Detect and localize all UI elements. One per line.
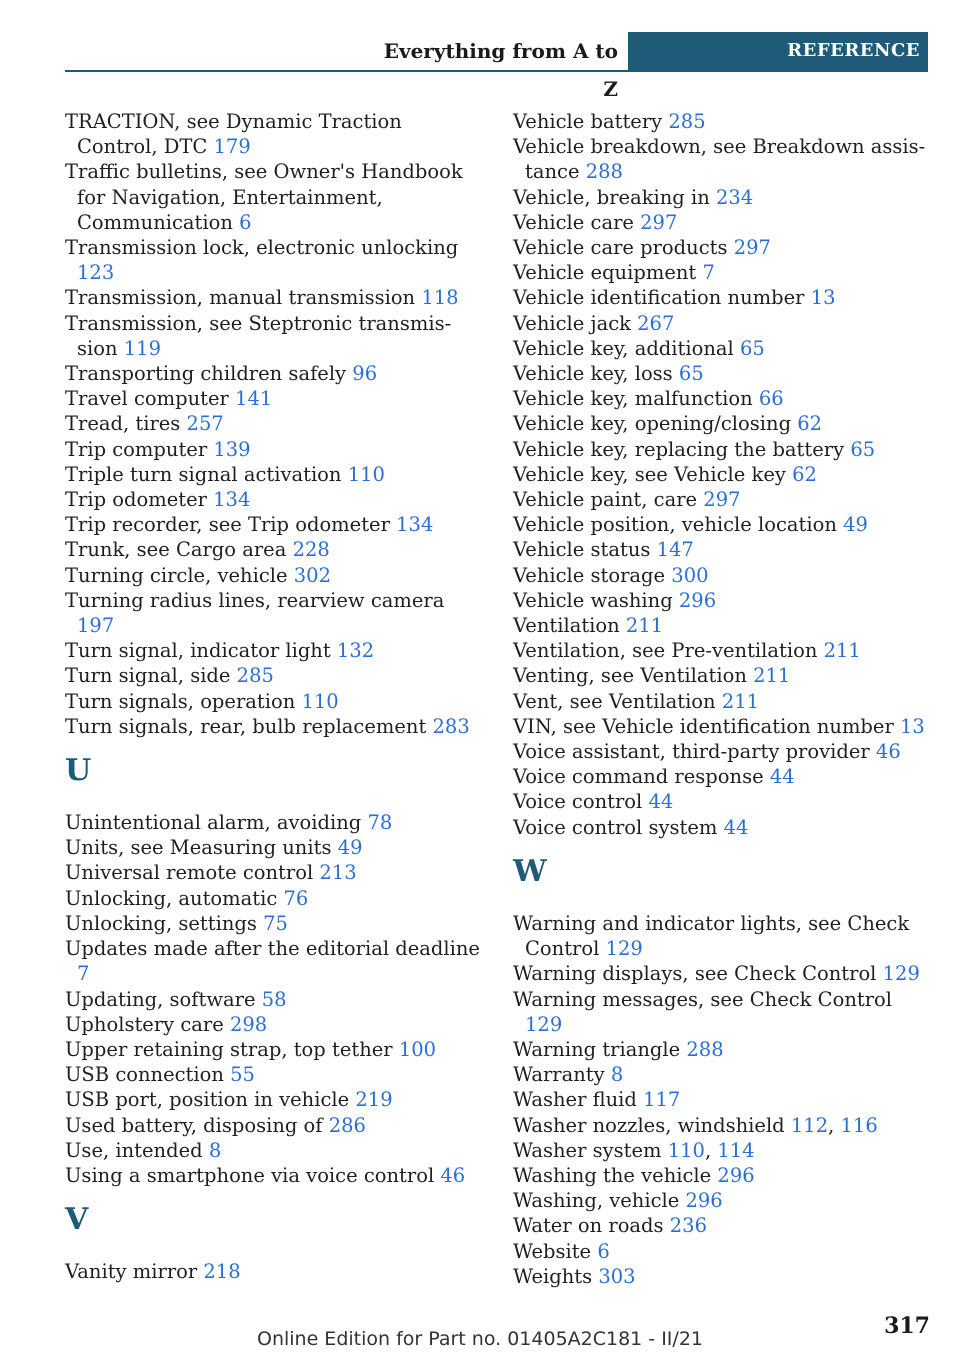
index-entry <box>513 411 933 436</box>
index-entry-term: USB port, position in vehicle <box>65 1088 350 1112</box>
index-entry <box>65 462 485 487</box>
index-entry <box>65 835 485 860</box>
index-entry <box>65 1012 485 1037</box>
index-entry <box>513 987 933 1037</box>
index-entry-term: Washing the vehicle <box>513 1163 712 1187</box>
index-entry <box>513 638 933 663</box>
page-link[interactable]: 66 <box>758 387 784 411</box>
index-entry-term: Universal remote control <box>65 861 314 885</box>
page-link[interactable]: 139 <box>213 437 251 461</box>
index-entry-term: Turn signals, operation <box>65 689 296 713</box>
page-link[interactable]: 234 <box>715 185 754 209</box>
index-entry <box>513 361 933 386</box>
page-link[interactable]: 285 <box>668 110 706 133</box>
index-entry-term: VIN, see Vehicle identification number <box>513 714 894 738</box>
page-link[interactable]: 119 <box>123 336 161 360</box>
page-link[interactable]: 7 <box>77 962 90 986</box>
index-entry <box>513 487 933 512</box>
reference-tab: REFERENCE <box>628 32 928 70</box>
index-entry <box>513 260 933 285</box>
index-entry <box>513 235 933 260</box>
index-entry <box>65 437 485 462</box>
index-entry <box>513 714 933 739</box>
page-link[interactable]: 7 <box>702 261 715 285</box>
footer-edition: Online Edition for Part no. 01405A2C181 - II/21 <box>256 1328 703 1350</box>
page-link[interactable]: 58 <box>261 987 287 1011</box>
page-link[interactable]: 62 <box>797 412 823 436</box>
index-entry-term: Vehicle position, vehicle location <box>513 513 837 537</box>
page-link[interactable]: 211 <box>721 689 760 713</box>
page-link[interactable]: 218 <box>203 1260 241 1284</box>
index-entry-term: Warning and indicator lights, see Check Control <box>513 911 910 961</box>
index-entry-term: Vehicle breakdown, see Breakdown assistance <box>513 135 926 184</box>
index-entry-term: Weights <box>513 1264 593 1288</box>
index-entry-term: Units, see Measuring units <box>65 836 332 860</box>
header-divider <box>65 70 928 72</box>
page-link[interactable]: 219 <box>355 1088 393 1112</box>
index-entry-term: Washer fluid <box>513 1088 637 1112</box>
index-entry-term: Vehicle, breaking in <box>513 185 710 209</box>
index-entry-term: Trip computer <box>65 437 208 461</box>
index-entry-term: Warning messages, see Check Control <box>513 987 893 1011</box>
page-link[interactable]: 285 <box>236 664 274 688</box>
index-entry <box>65 537 485 562</box>
page-link[interactable]: 302 <box>293 563 331 587</box>
page-link[interactable]: 44 <box>769 765 795 789</box>
index-entry <box>513 285 933 310</box>
index-entry-term: Travel computer <box>65 387 229 411</box>
index-entry <box>65 512 485 537</box>
index-entry-term: Transporting children safely <box>65 362 347 386</box>
index-entry-term: Upper retaining strap, top tether <box>65 1037 393 1061</box>
index-entry <box>65 588 485 638</box>
index-entry-term: Unlocking, automatic <box>65 886 278 910</box>
index-entry <box>513 1037 933 1062</box>
page-number: 317 <box>884 1313 930 1339</box>
page-link[interactable]: 112 <box>790 1113 829 1137</box>
page-link[interactable]: 123 <box>77 261 115 285</box>
index-entry <box>513 311 933 336</box>
index-entry <box>513 764 933 789</box>
index-entry <box>65 1113 485 1138</box>
index-entry-term: Used battery, disposing of <box>65 1113 323 1137</box>
index-entry <box>513 689 933 714</box>
index-entry-term: Voice command response <box>513 765 764 789</box>
index-entry-term: Vanity mirror <box>65 1260 198 1284</box>
page-link[interactable]: 65 <box>678 362 704 386</box>
index-letter-heading: W <box>513 853 547 889</box>
page-link[interactable]: 257 <box>186 412 224 436</box>
index-entry-term: Triple turn signal activation <box>65 462 342 486</box>
index-column-right <box>513 109 933 1289</box>
page-link[interactable]: 236 <box>669 1214 707 1238</box>
page-link[interactable]: 8 <box>208 1138 222 1162</box>
index-entry-term: Washing, vehicle <box>513 1189 680 1213</box>
index-entry <box>513 911 933 961</box>
index-entry <box>513 588 933 613</box>
page-link[interactable]: 179 <box>213 135 251 159</box>
index-entry <box>65 936 485 986</box>
page-link[interactable]: 129 <box>882 962 920 986</box>
index-entry-term: Tread, tires <box>65 412 181 436</box>
index-entry-term: Traffic bulletins, see Owner's Handbook for Navigation, Entertainment, Communication <box>65 160 463 234</box>
index-entry <box>65 235 485 285</box>
page-link[interactable]: 118 <box>421 286 459 310</box>
index-entry <box>65 361 485 386</box>
index-entry <box>513 1264 933 1289</box>
index-entry-term: Voice assistant, third-party provider <box>513 740 870 764</box>
index-entry <box>513 961 933 986</box>
page-link[interactable]: 100 <box>398 1037 437 1061</box>
index-entry <box>513 210 933 235</box>
page-link[interactable]: 44 <box>723 815 749 839</box>
index-entry-term: Use, intended <box>65 1138 203 1162</box>
index-entry <box>65 386 485 411</box>
page-link[interactable]: 76 <box>283 886 309 910</box>
index-entry <box>513 815 933 840</box>
page-link[interactable]: 283 <box>432 714 470 738</box>
index-entry <box>65 1062 485 1087</box>
page-link[interactable]: 211 <box>823 639 861 663</box>
index-letter-heading: U <box>65 753 92 789</box>
index-entry-term: Voice control <box>513 790 643 814</box>
index-entry <box>65 109 485 159</box>
page-link[interactable]: 13 <box>899 714 925 738</box>
page-link[interactable]: 65 <box>850 437 876 461</box>
page-link[interactable]: 65 <box>739 336 765 360</box>
page-link[interactable]: 96 <box>352 362 378 386</box>
index-entry-term: Turn signal, indicator light <box>65 639 331 663</box>
page-link[interactable]: 46 <box>440 1163 466 1187</box>
index-entry-term: TRACTION, see Dynamic Traction Control, DTC <box>65 110 402 159</box>
page-link[interactable]: 62 <box>792 462 817 486</box>
index-entry-term: Warning triangle <box>513 1037 681 1061</box>
index-entry-term: Ventilation <box>513 614 620 638</box>
index-entry <box>65 689 485 714</box>
page-link[interactable]: 46 <box>875 740 901 764</box>
index-entry-term: Vehicle battery <box>513 110 663 133</box>
page-link[interactable]: 8 <box>610 1063 624 1087</box>
index-entry-term: Website <box>513 1239 592 1263</box>
index-entry-term: Vehicle equipment <box>513 261 697 285</box>
page-link[interactable]: 141 <box>235 387 273 411</box>
index-entry-term: Trip odometer <box>65 488 207 512</box>
index-entry-term: Vehicle identification number <box>513 286 805 310</box>
page-link[interactable]: 6 <box>597 1239 610 1263</box>
page-link[interactable]: 6 <box>239 210 252 234</box>
index-entry-term: Vehicle paint, care <box>513 488 698 512</box>
index-entry <box>513 1213 933 1238</box>
index-entry-term: Updating, software <box>65 987 256 1011</box>
section-title: Everything from A to Z <box>383 39 618 101</box>
index-entry <box>65 714 485 739</box>
index-entry <box>65 285 485 310</box>
page-link[interactable]: 132 <box>336 639 375 663</box>
page-link[interactable]: 296 <box>717 1163 755 1187</box>
page-link[interactable]: 134 <box>213 488 251 512</box>
index-entry <box>65 1037 485 1062</box>
index-entry <box>65 860 485 885</box>
page-link[interactable]: 49 <box>337 836 363 860</box>
index-entry <box>65 1163 485 1188</box>
index-entry <box>513 613 933 638</box>
index-entry-term: Vehicle storage <box>513 563 666 587</box>
index-entry-term: Venting, see Ventilation <box>513 664 747 688</box>
page-link[interactable]: 116 <box>840 1113 878 1137</box>
page-link[interactable]: 211 <box>753 664 791 688</box>
page-link[interactable]: 117 <box>643 1088 681 1112</box>
index-entry <box>513 336 933 361</box>
index-entry-term: Turning circle, vehicle <box>65 563 288 587</box>
index-entry <box>513 109 933 134</box>
index-entry-term: Washer nozzles, windshield <box>513 1113 785 1137</box>
index-entry <box>513 185 933 210</box>
index-entry-term: USB connection <box>65 1063 224 1087</box>
index-entry-term: Washer system <box>513 1138 662 1162</box>
index-entry <box>513 512 933 537</box>
index-entry-term: Vehicle care products <box>513 236 728 260</box>
index-entry-term: Vent, see Ventilation <box>513 689 716 713</box>
index-entry <box>65 987 485 1012</box>
index-entry-term: Unintentional alarm, avoiding <box>65 811 362 835</box>
index-entry-term: Transmission, manual transmission <box>65 286 416 310</box>
index-entry-term: Vehicle jack <box>513 311 631 335</box>
index-entry-term: Upholstery care <box>65 1012 224 1036</box>
index-entry-term: Vehicle care <box>513 210 634 234</box>
page-link[interactable]: 300 <box>671 563 709 587</box>
index-entry-term: Vehicle key, additional <box>513 336 734 360</box>
index-entry <box>513 537 933 562</box>
page-link[interactable]: 110 <box>667 1138 705 1162</box>
page-link[interactable]: 110 <box>301 689 339 713</box>
index-entry-term: Transmission, see Steptronic transmission <box>65 311 452 360</box>
page-link[interactable]: 110 <box>347 462 385 486</box>
index-entry-term: Vehicle key, loss <box>513 362 673 386</box>
page-link[interactable]: 129 <box>525 1012 563 1036</box>
index-entry-term: Using a smartphone via voice control <box>65 1163 435 1187</box>
page-link[interactable]: 228 <box>292 538 330 562</box>
index-entry-term: Vehicle key, opening/closing <box>513 412 792 436</box>
index-entry <box>513 462 933 487</box>
index-entry <box>513 563 933 588</box>
page-link[interactable]: 267 <box>637 311 675 335</box>
index-entry <box>513 134 933 184</box>
index-entry-term: Vehicle key, see Vehicle key <box>513 462 786 486</box>
page-link[interactable]: 134 <box>396 513 434 537</box>
index-entry <box>65 663 485 688</box>
index-entry <box>513 386 933 411</box>
index-entry-term: Turn signals, rear, bulb replacement <box>65 714 427 738</box>
page-link[interactable]: 296 <box>678 588 717 612</box>
page-link[interactable]: 114 <box>717 1138 755 1162</box>
index-entry-term: Warranty <box>513 1063 605 1087</box>
index-entry-term: Vehicle status <box>513 538 651 562</box>
page-link[interactable]: 286 <box>328 1113 366 1137</box>
page-link[interactable]: 297 <box>733 236 771 260</box>
page-link[interactable]: 211 <box>625 614 664 638</box>
page-link[interactable]: 298 <box>229 1012 268 1036</box>
index-entry <box>65 886 485 911</box>
index-entry <box>65 487 485 512</box>
page-link[interactable]: 147 <box>656 538 694 562</box>
index-entry <box>65 911 485 936</box>
page-link[interactable]: 297 <box>640 210 678 234</box>
index-entry <box>513 437 933 462</box>
index-entry <box>513 663 933 688</box>
index-entry-term: Updates made after the editorial deadline <box>65 937 480 961</box>
index-entry <box>65 311 485 361</box>
page-link[interactable]: 55 <box>230 1063 255 1087</box>
index-entry <box>65 563 485 588</box>
index-entry-term: Water on roads <box>513 1214 664 1238</box>
index-entry <box>513 1062 933 1087</box>
page-link[interactable]: 44 <box>648 790 674 814</box>
index-entry <box>513 1163 933 1188</box>
index-entry-term: Voice control system <box>513 815 718 839</box>
index-entry <box>513 1188 933 1213</box>
page-link[interactable]: 197 <box>77 614 115 638</box>
index-entry-term: Unlocking, settings <box>65 911 257 935</box>
index-entry <box>65 1259 485 1284</box>
index-column-left <box>65 109 485 1284</box>
page-link[interactable]: 288 <box>686 1037 724 1061</box>
page-link[interactable]: 297 <box>703 488 741 512</box>
index-entry <box>65 1087 485 1112</box>
page-link[interactable]: 75 <box>263 911 288 935</box>
index-entry <box>65 638 485 663</box>
index-entry: Washer nozzles, windshield 112, 116 <box>513 1113 878 1137</box>
index-letter-heading: V <box>65 1202 89 1238</box>
index-entry <box>65 159 485 235</box>
index-entry <box>65 411 485 436</box>
index-entry <box>513 739 933 764</box>
page-link[interactable]: 13 <box>810 286 836 310</box>
index-entry: Washer system 110, 114 <box>513 1138 755 1162</box>
index-entry-term: Vehicle washing <box>513 588 673 612</box>
page-link[interactable]: 288 <box>585 160 623 184</box>
index-entry <box>65 1138 485 1163</box>
page-link[interactable]: 303 <box>598 1264 636 1288</box>
index-entry-term: Warning displays, see Check Control <box>513 962 877 986</box>
page-link[interactable]: 78 <box>367 811 393 835</box>
index-entry-term: Ventilation, see Pre-ventilation <box>513 639 818 663</box>
index-entry <box>513 1239 933 1264</box>
index-entry <box>513 789 933 814</box>
index-entry-term: Turn signal, side <box>65 664 231 688</box>
index-entry-term: Vehicle key, replacing the battery <box>513 437 845 461</box>
page-link[interactable]: 49 <box>843 513 868 537</box>
index-entry-term: Trip recorder, see Trip odometer <box>65 513 390 537</box>
index-entry-term: Trunk, see Cargo area <box>65 538 287 562</box>
index-entry-term: Vehicle key, malfunction <box>513 387 753 411</box>
index-entry <box>65 810 485 835</box>
page-link[interactable]: 296 <box>685 1189 723 1213</box>
page-link[interactable]: 129 <box>605 937 643 961</box>
page-link[interactable]: 213 <box>319 861 357 885</box>
index-entry <box>513 1087 933 1112</box>
index-entry-term: Transmission lock, electronic unlocking <box>65 236 459 260</box>
index-entry-term: Turning radius lines, rearview camera <box>65 588 445 612</box>
